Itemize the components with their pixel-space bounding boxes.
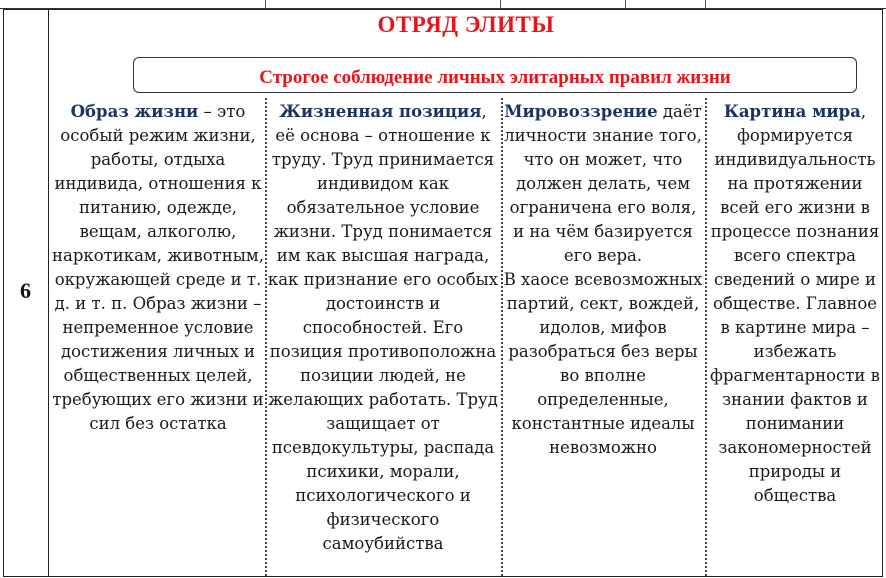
- text-worldview-second: В хаосе всевозможных партий, сект, вождей, идолов, мифов разобраться без веры во вполне определенные, константные идеалы невозможно: [503, 270, 703, 457]
- text-life-position: , её основа – отношение к труду. Труд принимается индивидом как обязательное условие жизни. Труд понимается им как высшая награда, как признание его особых достоинств и способностей. Его позиция противоположна позиции людей, не желающих работать. Труд защищает от псевдокультуры, распада психики, морали, психологического и физического самоубийства: [267, 102, 499, 553]
- term-lifestyle: Образ жизни: [70, 102, 199, 121]
- principle-box: [133, 57, 857, 93]
- text-lifestyle: – это особый режим жизни, работы, отдыха индивида, отношения к питанию, одежде, вещам, алкоголю, наркотикам, животным, окружающей среде и т. д. и т. п. Образ жизни – непременное условие достижения личных и общественных целей, требующих его жизни и сил без остатка: [52, 102, 264, 433]
- previous-row-edge: [0, 0, 886, 9]
- column-life-position: [267, 100, 499, 577]
- previous-row-divider: [265, 0, 266, 8]
- row-number: 6: [20, 278, 31, 303]
- column-world-picture: [707, 100, 883, 577]
- previous-row-divider: [705, 0, 706, 8]
- section-title: ОТРЯД ЭЛИТЫ: [377, 12, 555, 37]
- term-life-position: Жизненная позиция: [279, 102, 482, 121]
- text-world-picture: , формируется индивидуальность на протяжении всей его жизни в процессе познания всего спектра сведений о мире и обществе. Главное в картине мира – избежать фрагментарности в знании фактов и понимании закономерностей природы и общества: [710, 102, 880, 505]
- column-worldview: [503, 100, 703, 577]
- row-number-cell: [3, 9, 49, 577]
- previous-row-divider: [625, 0, 626, 8]
- column-lifestyle: [52, 100, 264, 577]
- term-worldview: Мировоззрение: [504, 102, 658, 121]
- principle-text: Строгое соблюдение личных элитарных правил жизни: [259, 67, 731, 88]
- previous-row-divider: [500, 0, 501, 8]
- text-worldview: даёт личности знание того, что он может, что должен делать, чем ограничена его воля, и на чём базируется его вера.: [504, 102, 702, 265]
- term-world-picture: Картина мира: [723, 102, 861, 121]
